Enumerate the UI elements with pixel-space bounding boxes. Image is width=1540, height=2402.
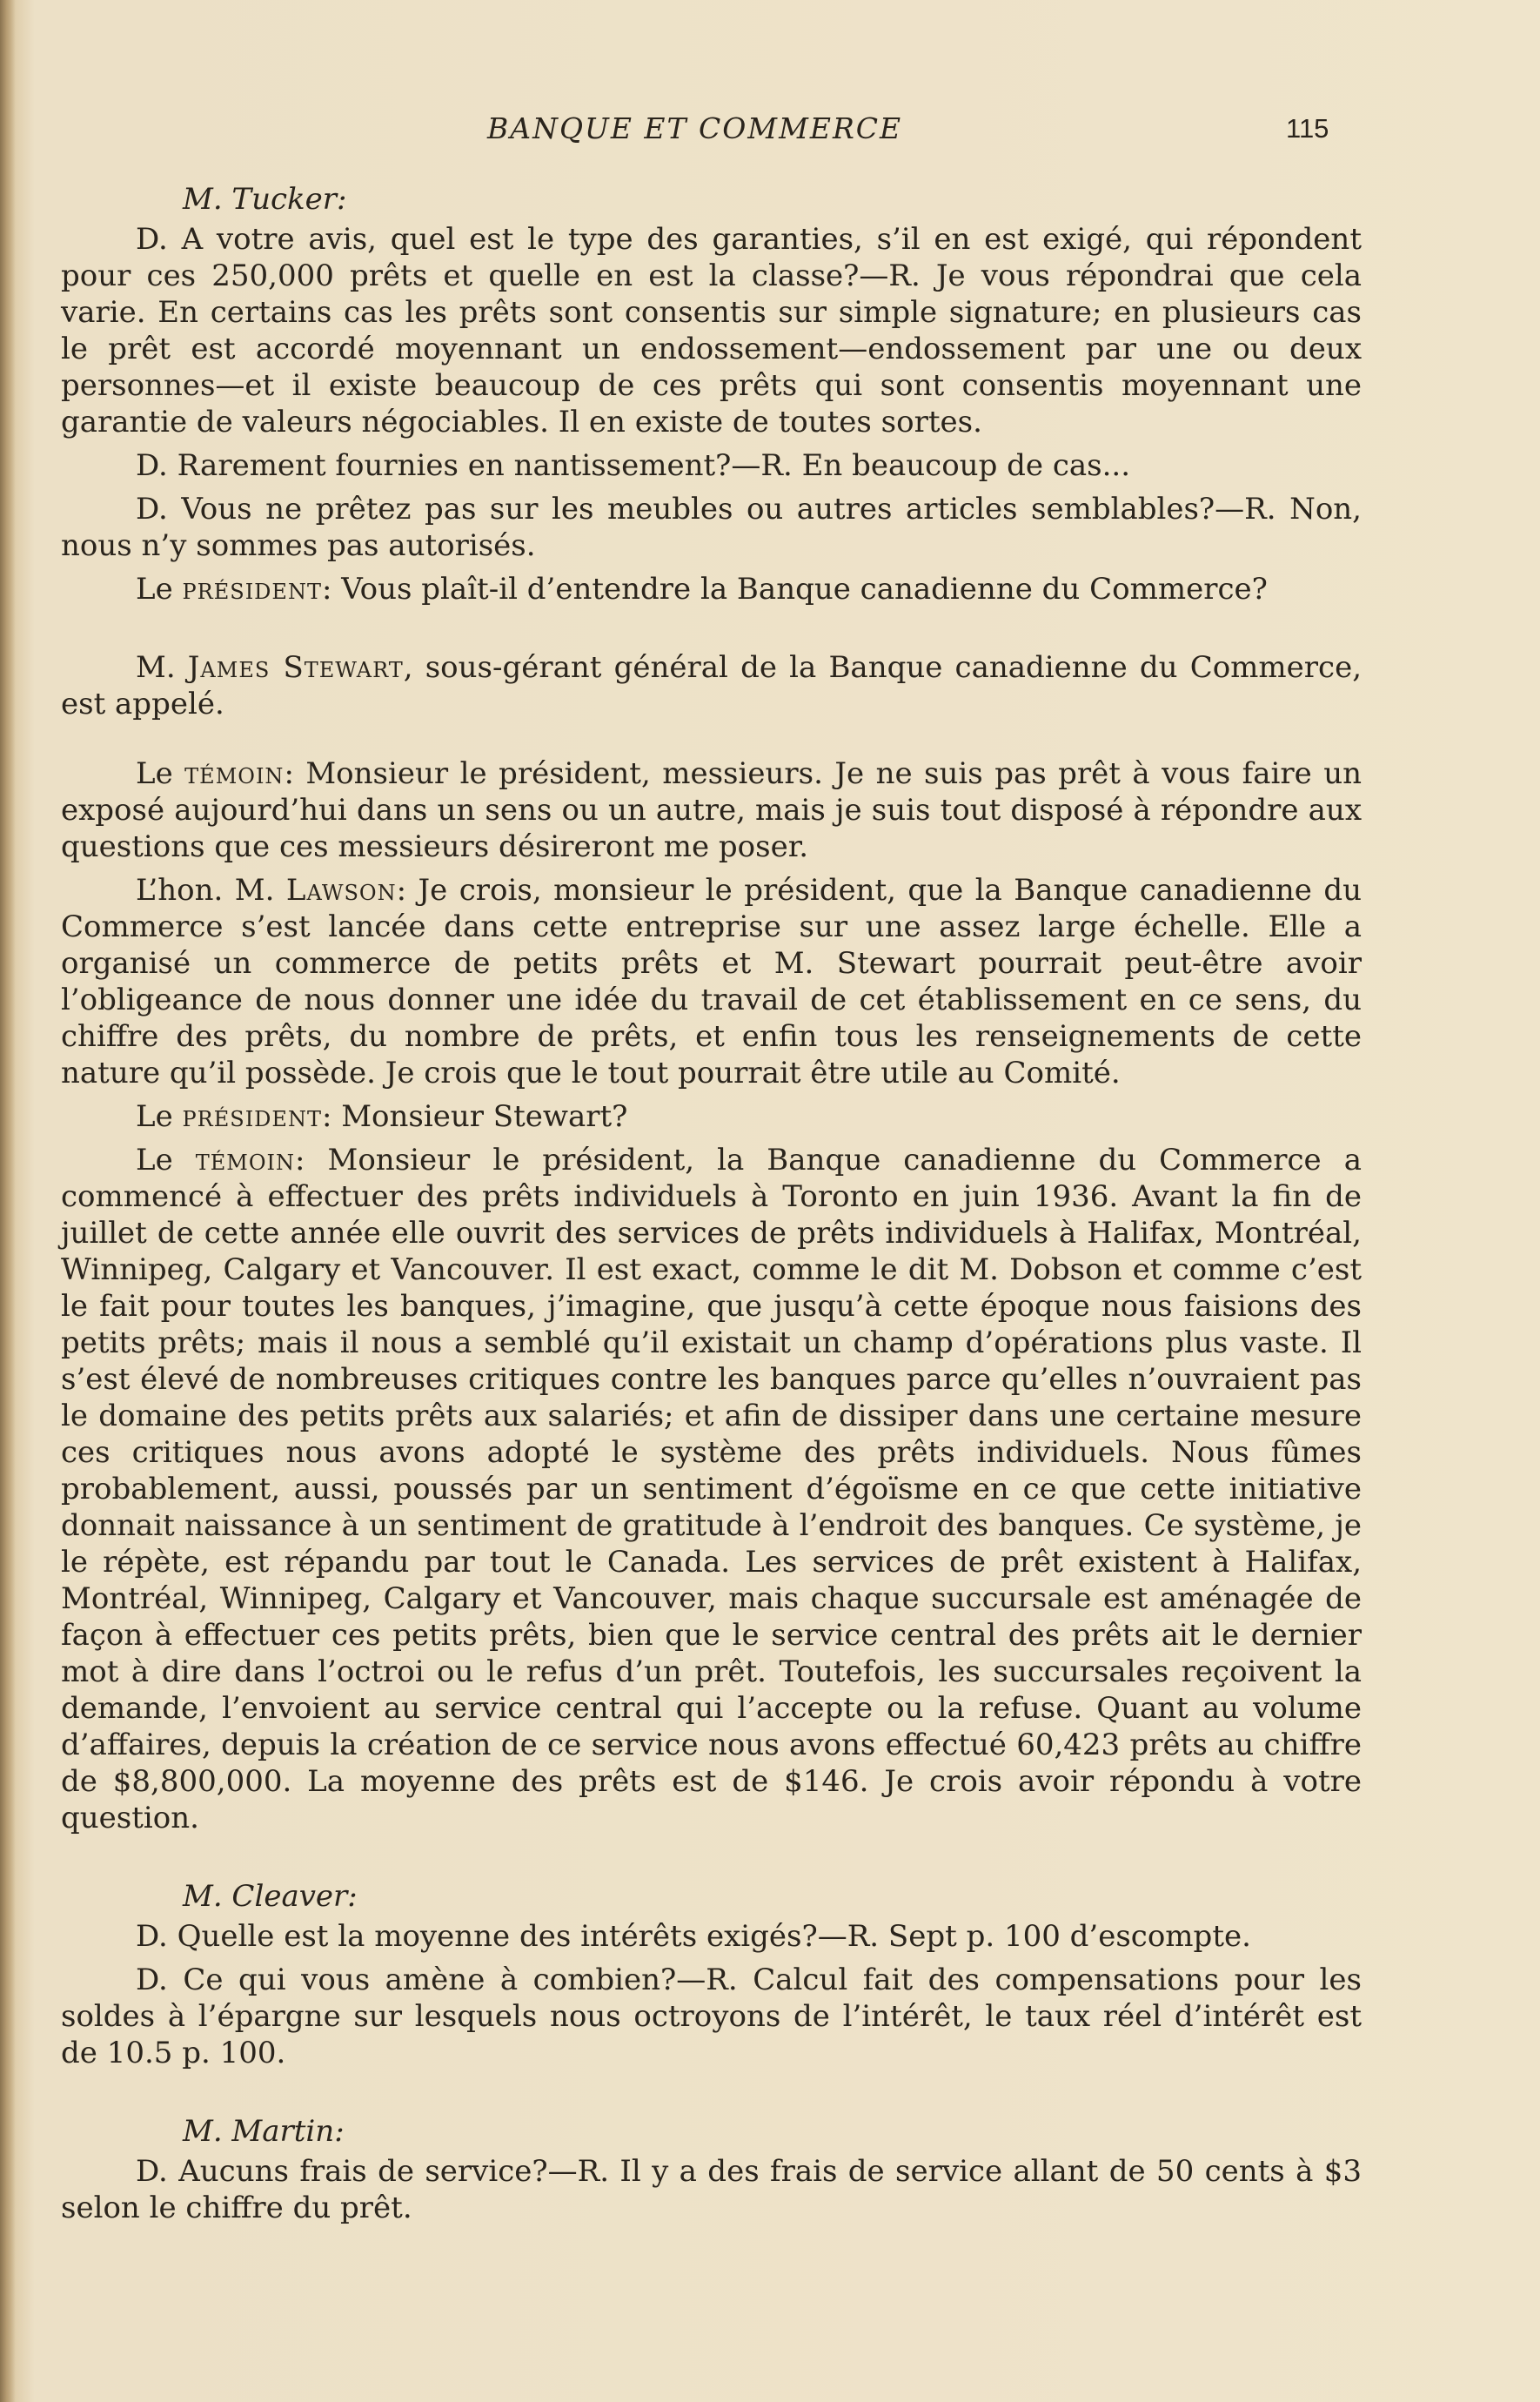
paragraph-text: : Monsieur le président, la Banque canadienne du Commerce a commencé à effectuer des prêts individuels à Toronto en juin 1936. Avant la fin de juillet de cette année elle ouvrit des services de prêts individuels à Halifax, Montréal, Winnipeg, Calgary et Vancouver. Il est exact, comme le dit M. Dobson et comme c’est le fait pour toutes les banques, j’imagine, que jusqu’à cette époque nous faisions des petits prêts; mais il nous a semblé qu’il existait un champ d’opérations plus vaste. Il s’est élevé de nombreuses critiques contre les banques parce qu’elles n’ouvraient pas le domaine des petits prêts aux salariés; et afin de dissiper dans une certaine mesure ces critiques nous avons adopté le système des prêts individuels. Nous fûmes probablement, aussi, poussés par un sentiment d’égoïsme en ce que cette initiative donnait naissance à un sentiment de gratitude à l’endroit des banques. Ce système, je le répète, est répandu par tout le Canada. Les services de prêt existent à Halifax, Montréal, Winnipeg, Calgary et Vancouver, mais chaque succursale est aménagée de façon à effectuer ces petits prêts, bien que le service central des prêts ait le dernier mot à dire dans l’octroi ou le refus d’un prêt. Toutefois, les succursales reçoivent la demande, l’envoient au service central qui l’accepte ou la refuse. Quant au volume d’affaires, depuis la création de ce service nous avons effectué 60,423 prêts au chiffre de $8,800,000. La moyenne des prêts est de $146. Je crois avoir répondu à votre question. xyxy=(61,1143,1362,1835)
paragraph-text: : Vous plaît-il d’entendre la Banque canadienne du Commerce? xyxy=(321,572,1268,607)
paragraph: D. Ce qui vous amène à combien?—R. Calcul fait des compensations pour les soldes à l’épargne sur lesquels nous octroyons de l’intérêt, le taux réel d’intérêt est de 10.5 p. 100. xyxy=(61,1963,1362,2070)
page-body xyxy=(61,181,1362,2226)
paragraph-text: : Monsieur Stewart? xyxy=(321,1099,628,1134)
running-title: BANQUE ET COMMERCE xyxy=(487,111,903,145)
paragraph-text: : Monsieur le président, messieurs. Je ne suis pas prêt à vous faire un exposé aujourd’hui dans un sens ou un autre, mais je suis tout disposé à répondre aux questions que ces messieurs désireront me poser. xyxy=(61,756,1362,864)
role-label: président xyxy=(182,1099,322,1134)
paragraph xyxy=(61,1142,1362,1836)
paragraph: D. A votre avis, quel est le type des garanties, s’il en est exigé, qui répondent pour ces 250,000 prêts et quelle en est la classe?—R. Je vous répondrai que cela varie. En certains cas les prêts sont consentis sur simple signature; en plusieurs cas le prêt est accordé moyennant un endossement—endossement par une ou deux personnes—et il existe beaucoup de ces prêts qui sont consentis moyennant une garantie de valeurs négociables. Il en existe de toutes sortes. xyxy=(61,222,1362,439)
page-header xyxy=(0,111,1540,155)
paragraph-lead: Le xyxy=(136,1099,183,1134)
witness-name: James Stewart xyxy=(187,650,404,685)
paragraph: D. Rarement fournies en nantissement?—R. En beaucoup de cas... xyxy=(136,448,1131,483)
paragraph: D. Aucuns frais de service?—R. Il y a des frais de service allant de 50 cents à $3 selon le chiffre du prêt. xyxy=(61,2154,1362,2225)
paragraph xyxy=(61,1098,1362,1135)
role-label: président xyxy=(182,572,322,607)
paragraph-lead: L’hon. M. xyxy=(136,873,286,908)
speaker-name: Lawson xyxy=(285,873,397,908)
paragraph-lead: Le xyxy=(136,756,185,791)
paragraph xyxy=(61,755,1362,865)
paragraph xyxy=(61,872,1362,1091)
paragraph: D. Quelle est la moyenne des intérêts exigés?—R. Sept p. 100 d’escompte. xyxy=(136,1919,1251,1954)
speaker-heading: M. Tucker: xyxy=(183,182,347,217)
paragraph-text: : Je crois, monsieur le président, que la Banque canadienne du Commerce s’est lancée dans cette entreprise sur une assez large échelle. Elle a organisé un commerce de petits prêts et M. Stewart pourrait peut-être avoir l’obligeance de nous donner une idée du travail de cet établissement en ce sens, du chiffre des prêts, du nombre de prêts, et enfin tous les renseignements de cette nature qu’il possède. Je crois que le tout pourrait être utile au Comité. xyxy=(61,873,1362,1090)
speaker-heading: M. Cleaver: xyxy=(183,1879,358,1914)
paragraph: D. Vous ne prêtez pas sur les meubles ou autres articles semblables?—R. Non, nous n’y sommes pas autorisés. xyxy=(61,492,1362,563)
speaker-heading: M. Martin: xyxy=(183,2114,345,2149)
paragraph xyxy=(61,649,1362,722)
paragraph-lead: Le xyxy=(136,1143,196,1178)
paragraph-lead: M. xyxy=(136,650,188,685)
paragraph-text: , sous-gérant général de la Banque canadienne du Commerce, est appelé. xyxy=(61,650,1362,721)
paragraph-lead: Le xyxy=(136,572,183,607)
page-binding-edge xyxy=(0,0,16,2402)
role-label: témoin xyxy=(184,756,285,791)
role-label: témoin xyxy=(195,1143,296,1178)
paragraph xyxy=(61,571,1362,607)
page-number: 115 xyxy=(1286,113,1329,144)
